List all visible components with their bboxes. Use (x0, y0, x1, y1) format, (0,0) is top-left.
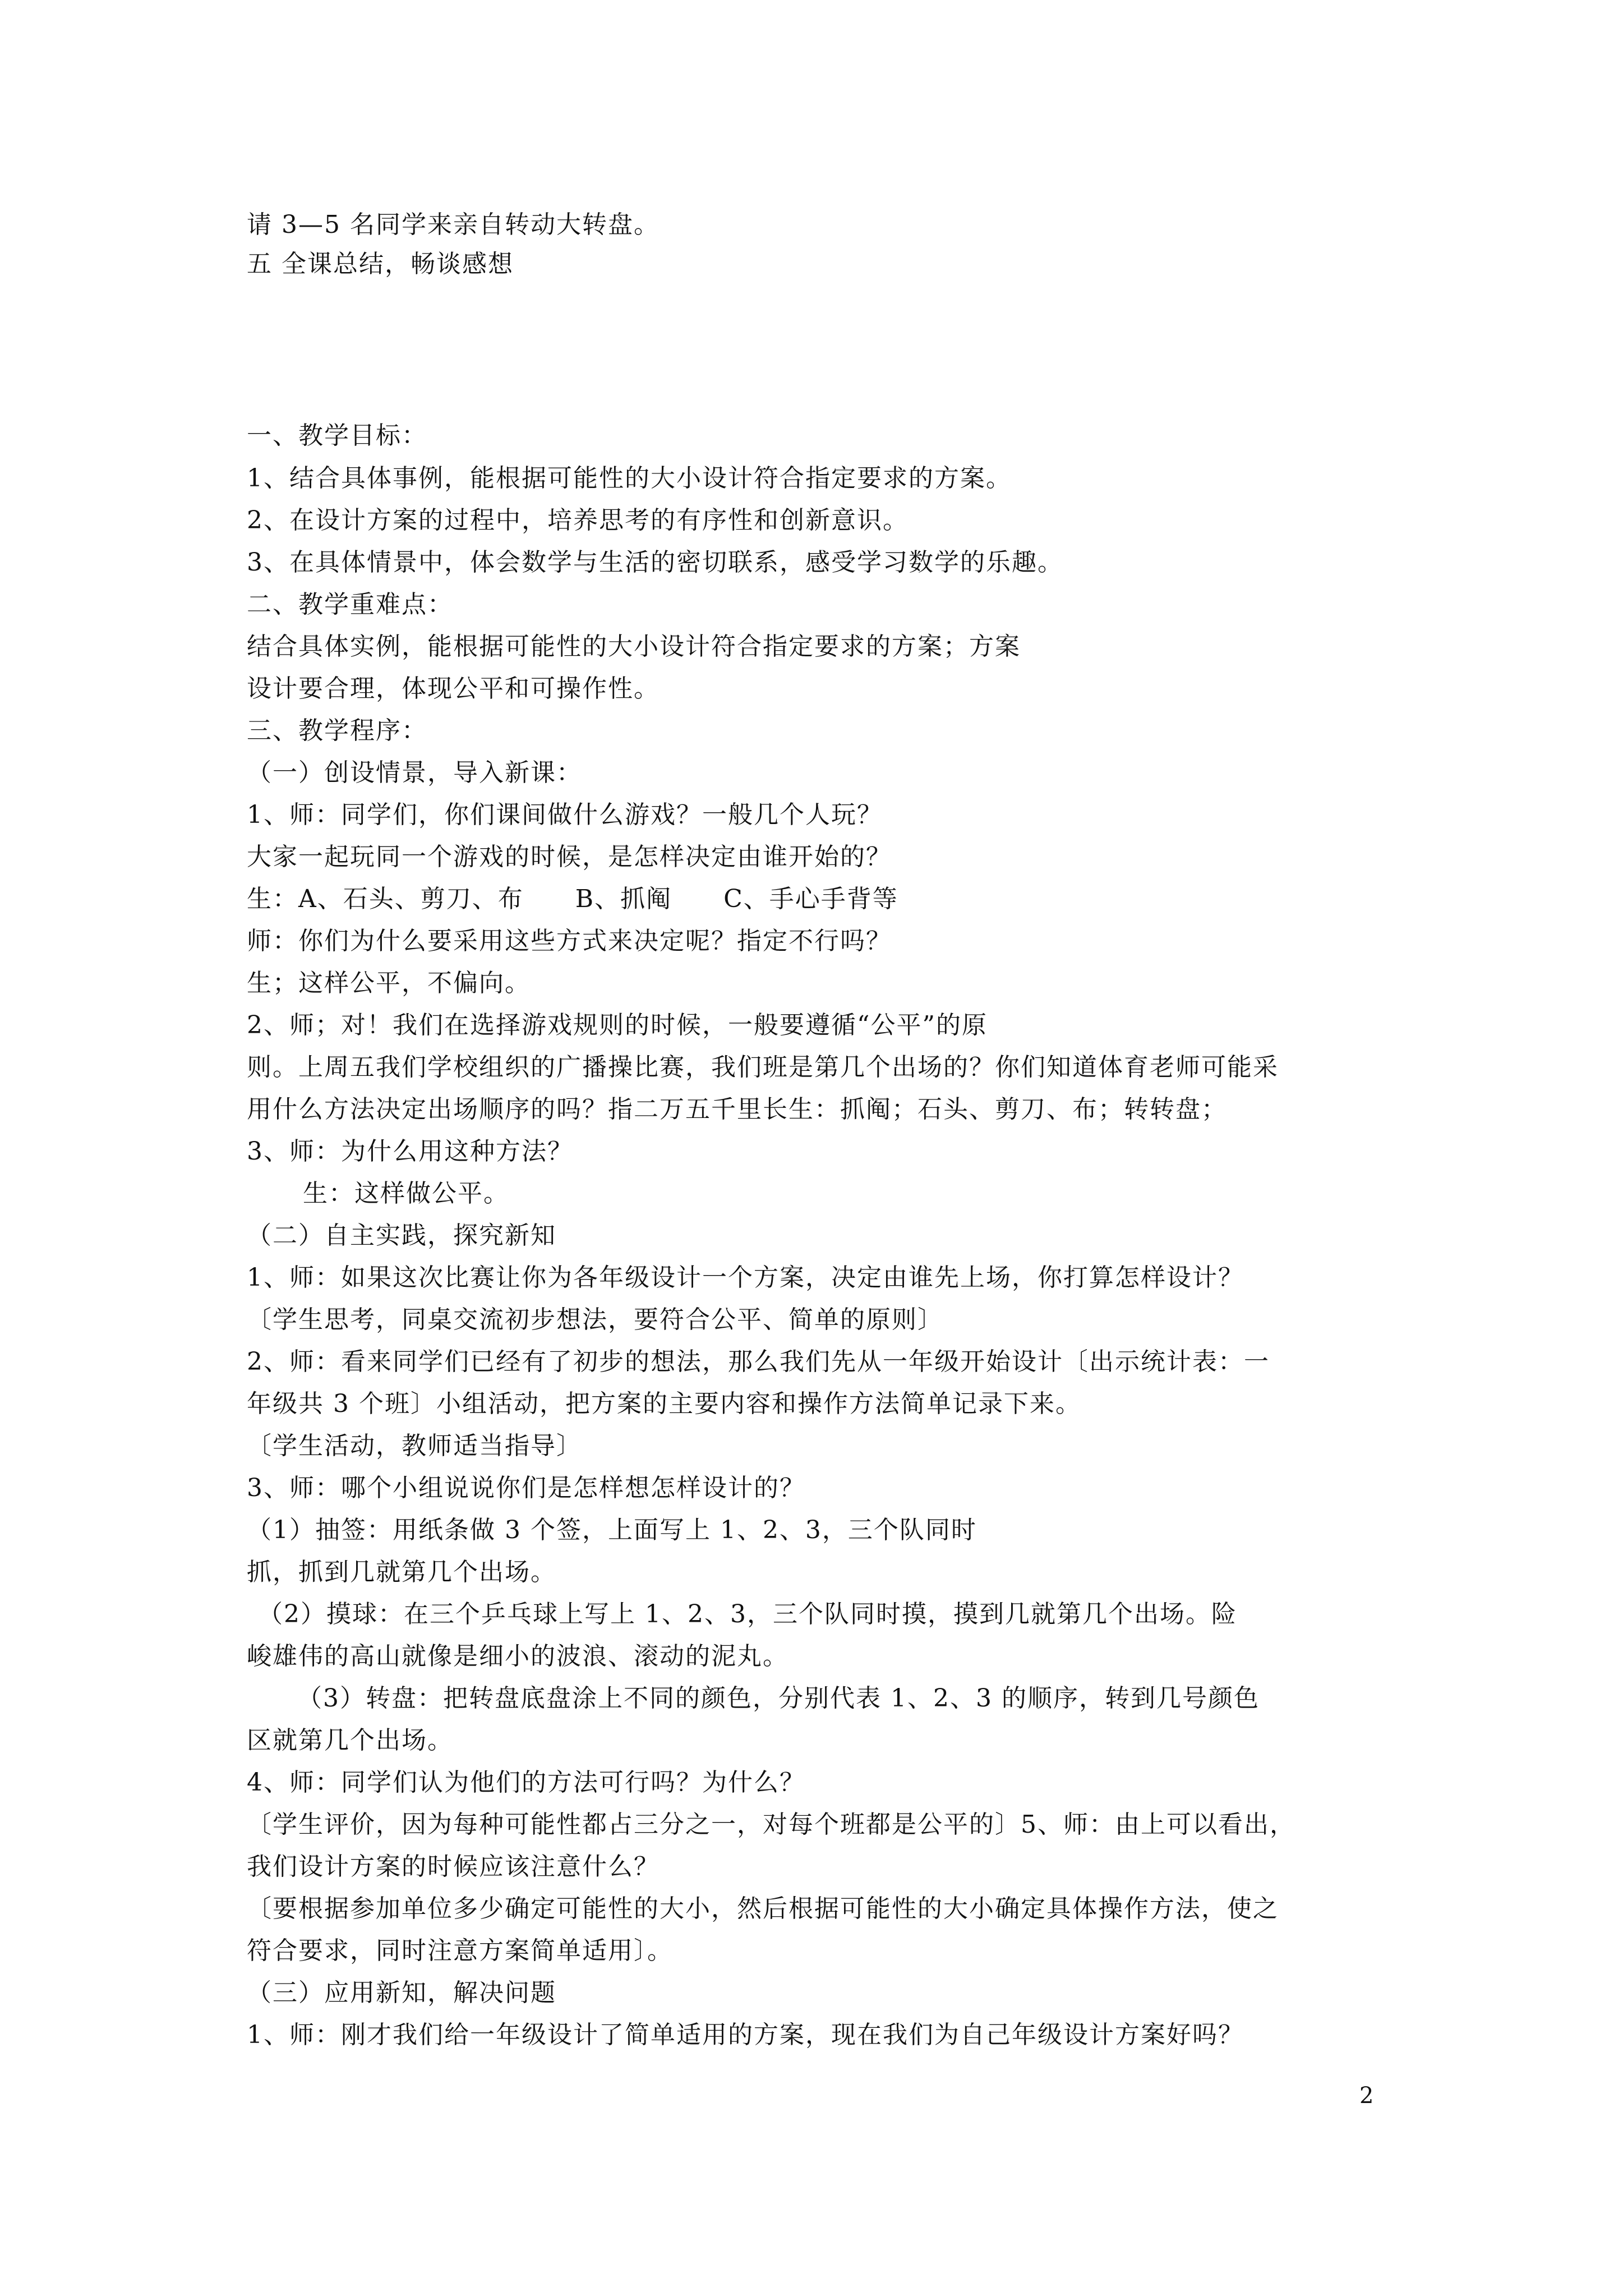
text-line: 〔学生评价，因为每种可能性都占三分之一，对每个班都是公平的〕5、师：由上可以看出， (247, 1810, 1295, 1839)
section-heading: 二、教学重难点： (247, 590, 453, 619)
text-line: 〔要根据参加单位多少确定可能性的大小，然后根据可能性的大小确定具体操作方法，使之 (247, 1894, 1279, 1923)
text-line: 1、师：如果这次比赛让你为各年级设计一个方案，决定由谁先上场，你打算怎样设计？ (247, 1263, 1244, 1292)
text-line: 我们设计方案的时候应该注意什么？ (247, 1852, 660, 1881)
subsection-heading: （一）创设情景，导入新课： (247, 758, 582, 787)
text-line: （1）抽签：用纸条做 3 个签，上面写上 1、2、3，三个队同时 (247, 1516, 977, 1544)
page-number: 2 (1359, 2083, 1374, 2109)
text-line: 1、师：刚才我们给一年级设计了简单适用的方案，现在我们为自己年级设计方案好吗？ (247, 2021, 1244, 2049)
text-line: 〔学生活动，教师适当指导〕 (247, 1432, 582, 1460)
text-line: 请 3—5 名同学来亲自转动大转盘。 (247, 210, 660, 239)
text-line: 2、师：看来同学们已经有了初步的想法，那么我们先从一年级开始设计〔出示统计表：一 (247, 1347, 1270, 1376)
text-line: 峻雄伟的高山就像是细小的波浪、滚动的泥丸。 (247, 1642, 789, 1671)
section-heading: 五 全课总结，畅谈感想 (247, 250, 514, 278)
text-line: 符合要求，同时注意方案简单适用〕。 (247, 1936, 673, 1965)
text-line: 3、师：哪个小组说说你们是怎样想怎样设计的？ (247, 1474, 805, 1502)
text-line: 师：你们为什么要采用这些方式来决定呢？指定不行吗？ (247, 927, 892, 955)
text-line: 生：A、石头、剪刀、布 B、抓阄 C、手心手背等 (247, 885, 898, 913)
text-line: 年级共 3 个班〕小组活动，把方案的主要内容和操作方法简单记录下来。 (247, 1389, 1081, 1418)
text-line: 大家一起玩同一个游戏的时候，是怎样决定由谁开始的？ (247, 843, 892, 871)
text-line: 区就第几个出场。 (247, 1726, 453, 1755)
text-line: 设计要合理，体现公平和可操作性。 (247, 674, 660, 703)
text-line: 3、师：为什么用这种方法？ (247, 1137, 573, 1166)
text-line: 抓，抓到几就第几个出场。 (247, 1558, 556, 1586)
text-line: （2）摸球：在三个乒乓球上写上 1、2、3，三个队同时摸，摸到几就第几个出场。险 (258, 1600, 1237, 1628)
text-line: 3、在具体情景中，体会数学与生活的密切联系，感受学习数学的乐趣。 (247, 548, 1063, 577)
subsection-heading: （二）自主实践，探究新知 (247, 1221, 556, 1250)
text-line: 2、师；对！我们在选择游戏规则的时候，一般要遵循“公平”的原 (247, 1011, 988, 1039)
text-line: 则。上周五我们学校组织的广播操比赛，我们班是第几个出场的？你们知道体育老师可能采 (247, 1053, 1279, 1082)
text-line: 〔学生思考，同桌交流初步想法，要符合公平、简单的原则〕 (247, 1305, 943, 1334)
text-line: 2、在设计方案的过程中，培养思考的有序性和创新意识。 (247, 506, 909, 535)
section-heading: 一、教学目标： (247, 421, 427, 450)
text-line: 结合具体实例，能根据可能性的大小设计符合指定要求的方案；方案 (247, 632, 1021, 661)
subsection-heading: （三）应用新知，解决问题 (247, 1978, 556, 2007)
text-line: 4、师：同学们认为他们的方法可行吗？为什么？ (247, 1768, 805, 1797)
text-line: 用什么方法决定出场顺序的吗？指二万五千里长生：抓阄；石头、剪刀、布；转转盘； (247, 1095, 1227, 1124)
text-line: 1、师：同学们，你们课间做什么游戏？一般几个人玩？ (247, 800, 883, 829)
text-line: 生：这样做公平。 (303, 1179, 509, 1208)
text-line: （3）转盘：把转盘底盘涂上不同的颜色，分别代表 1、2、3 的顺序，转到几号颜色 (297, 1684, 1260, 1713)
text-line: 1、结合具体事例，能根据可能性的大小设计符合指定要求的方案。 (247, 464, 1012, 493)
section-heading: 三、教学程序： (247, 716, 427, 745)
text-line: 生；这样公平，不偏向。 (247, 969, 531, 997)
